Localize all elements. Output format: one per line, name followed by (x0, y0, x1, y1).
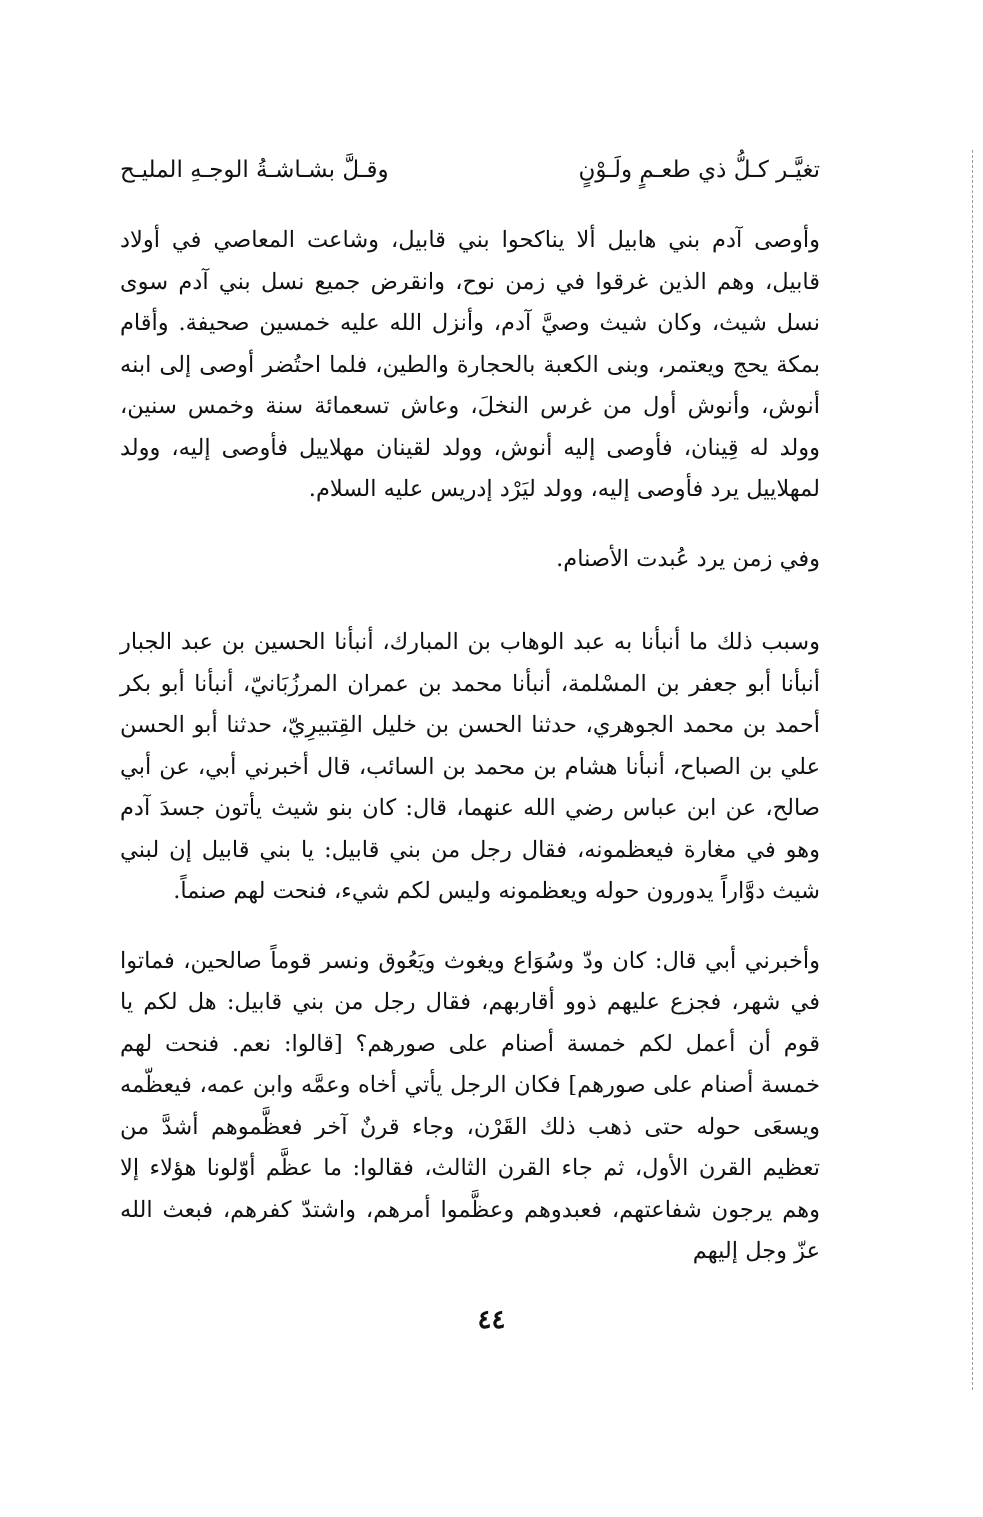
paragraph-idol-worship: وفي زمن يرد عُبدت الأصنام. (556, 545, 820, 572)
paragraph-adam-will: وأوصى آدم بني هابيل ألا يناكحوا بني قابيل، وشاعت المعاصي في أولاد قابيل، وهم الذين غرقوا في زمن نوح، وانقرض جميع نسل بني آدم سوى نسل شيث، وكان شيث وصيَّ آدم، وأنزل الله عليه خمسين صحيفة. وأقام بمكة يحج ويعتمر، وبنى الكعبة بالحجارة والطين، فلما احتُضر أوصى إلى ابنه أنوش، وأنوش أول من غرس النخلَ، وعاش تسعمائة سنة وخمس سنين، وولد له قِينان، فأوصى إليه أنوش، وولد لقينان مهلاييل فأوصى إليه، وولد لمهلاييل يرد فأوصى إليه، وولد ليَرْد إدريس عليه السلام. (120, 227, 820, 502)
verse-hemistich-first: تغيَّـر كـلُّ ذي طعـمٍ ولَـوْنٍ (578, 157, 820, 183)
poetry-verse (120, 150, 820, 210)
page-number: ٤٤ (477, 1305, 506, 1335)
paragraph-isnad-narration: وسبب ذلك ما أنبأنا به عبد الوهاب بن المبارك، أنبأنا الحسين بن عبد الجبار أنبأنا أبو جعفر بن المسْلمة، أنبأنا محمد بن عمران المرزُبَانيّ، أنبأنا أبو بكر أحمد بن محمد الجوهري، حدثنا الحسن بن خليل القِتبيرِيّ، حدثنا أبو الحسن علي بن الصباح، أنبأنا هشام بن محمد بن السائب، قال أخبرني أبي، عن أبي صالح، عن ابن عباس رضي الله عنهما، قال: كان بنو شيث يأتون جسدَ آدم وهو في مغارة فيعظمونه، فقال رجل من بني قابيل: يا بني قابيل إن لبني شيث دوَّاراً يدورون حوله ويعظمونه وليس لكم شيء، فنحت لهم صنماً. (120, 629, 820, 904)
verse-hemistich-second: وقـلَّ بشـاشـةُ الوجـهِ المليـح (120, 157, 389, 183)
page-body (120, 150, 820, 1301)
paragraph-five-idols: وأخبرني أبي قال: كان ودّ وسُوَاع ويغوث ويَعُوق ونسر قوماً صالحين، فماتوا في شهر، فجزع عليهم ذوو أقاربهم، فقال رجل من بني قابيل: هل لكم يا قوم أن أعمل لكم خمسة أصنام على صورهم؟ [قالوا: نعم. فنحت لهم خمسة أصنام على صورهم] فكان الرجل يأتي أخاه وعمَّه وابن عمه، فيعظّمه ويسعَى حوله حتى ذهب ذلك القَرْن، وجاء قرنٌ آخر فعظَّموهم أشدَّ من تعظيم القرن الأول، ثم جاء القرن الثالث، فقالوا: ما عظَّم أوّلونا هؤلاء إلا وهم يرجون شفاعتهم، فعبدوهم وعظَّموا أمرهم، واشتدّ كفرهم، فبعث الله عزّ وجل إليهم (120, 947, 820, 1264)
scan-edge-line (972, 150, 973, 1390)
